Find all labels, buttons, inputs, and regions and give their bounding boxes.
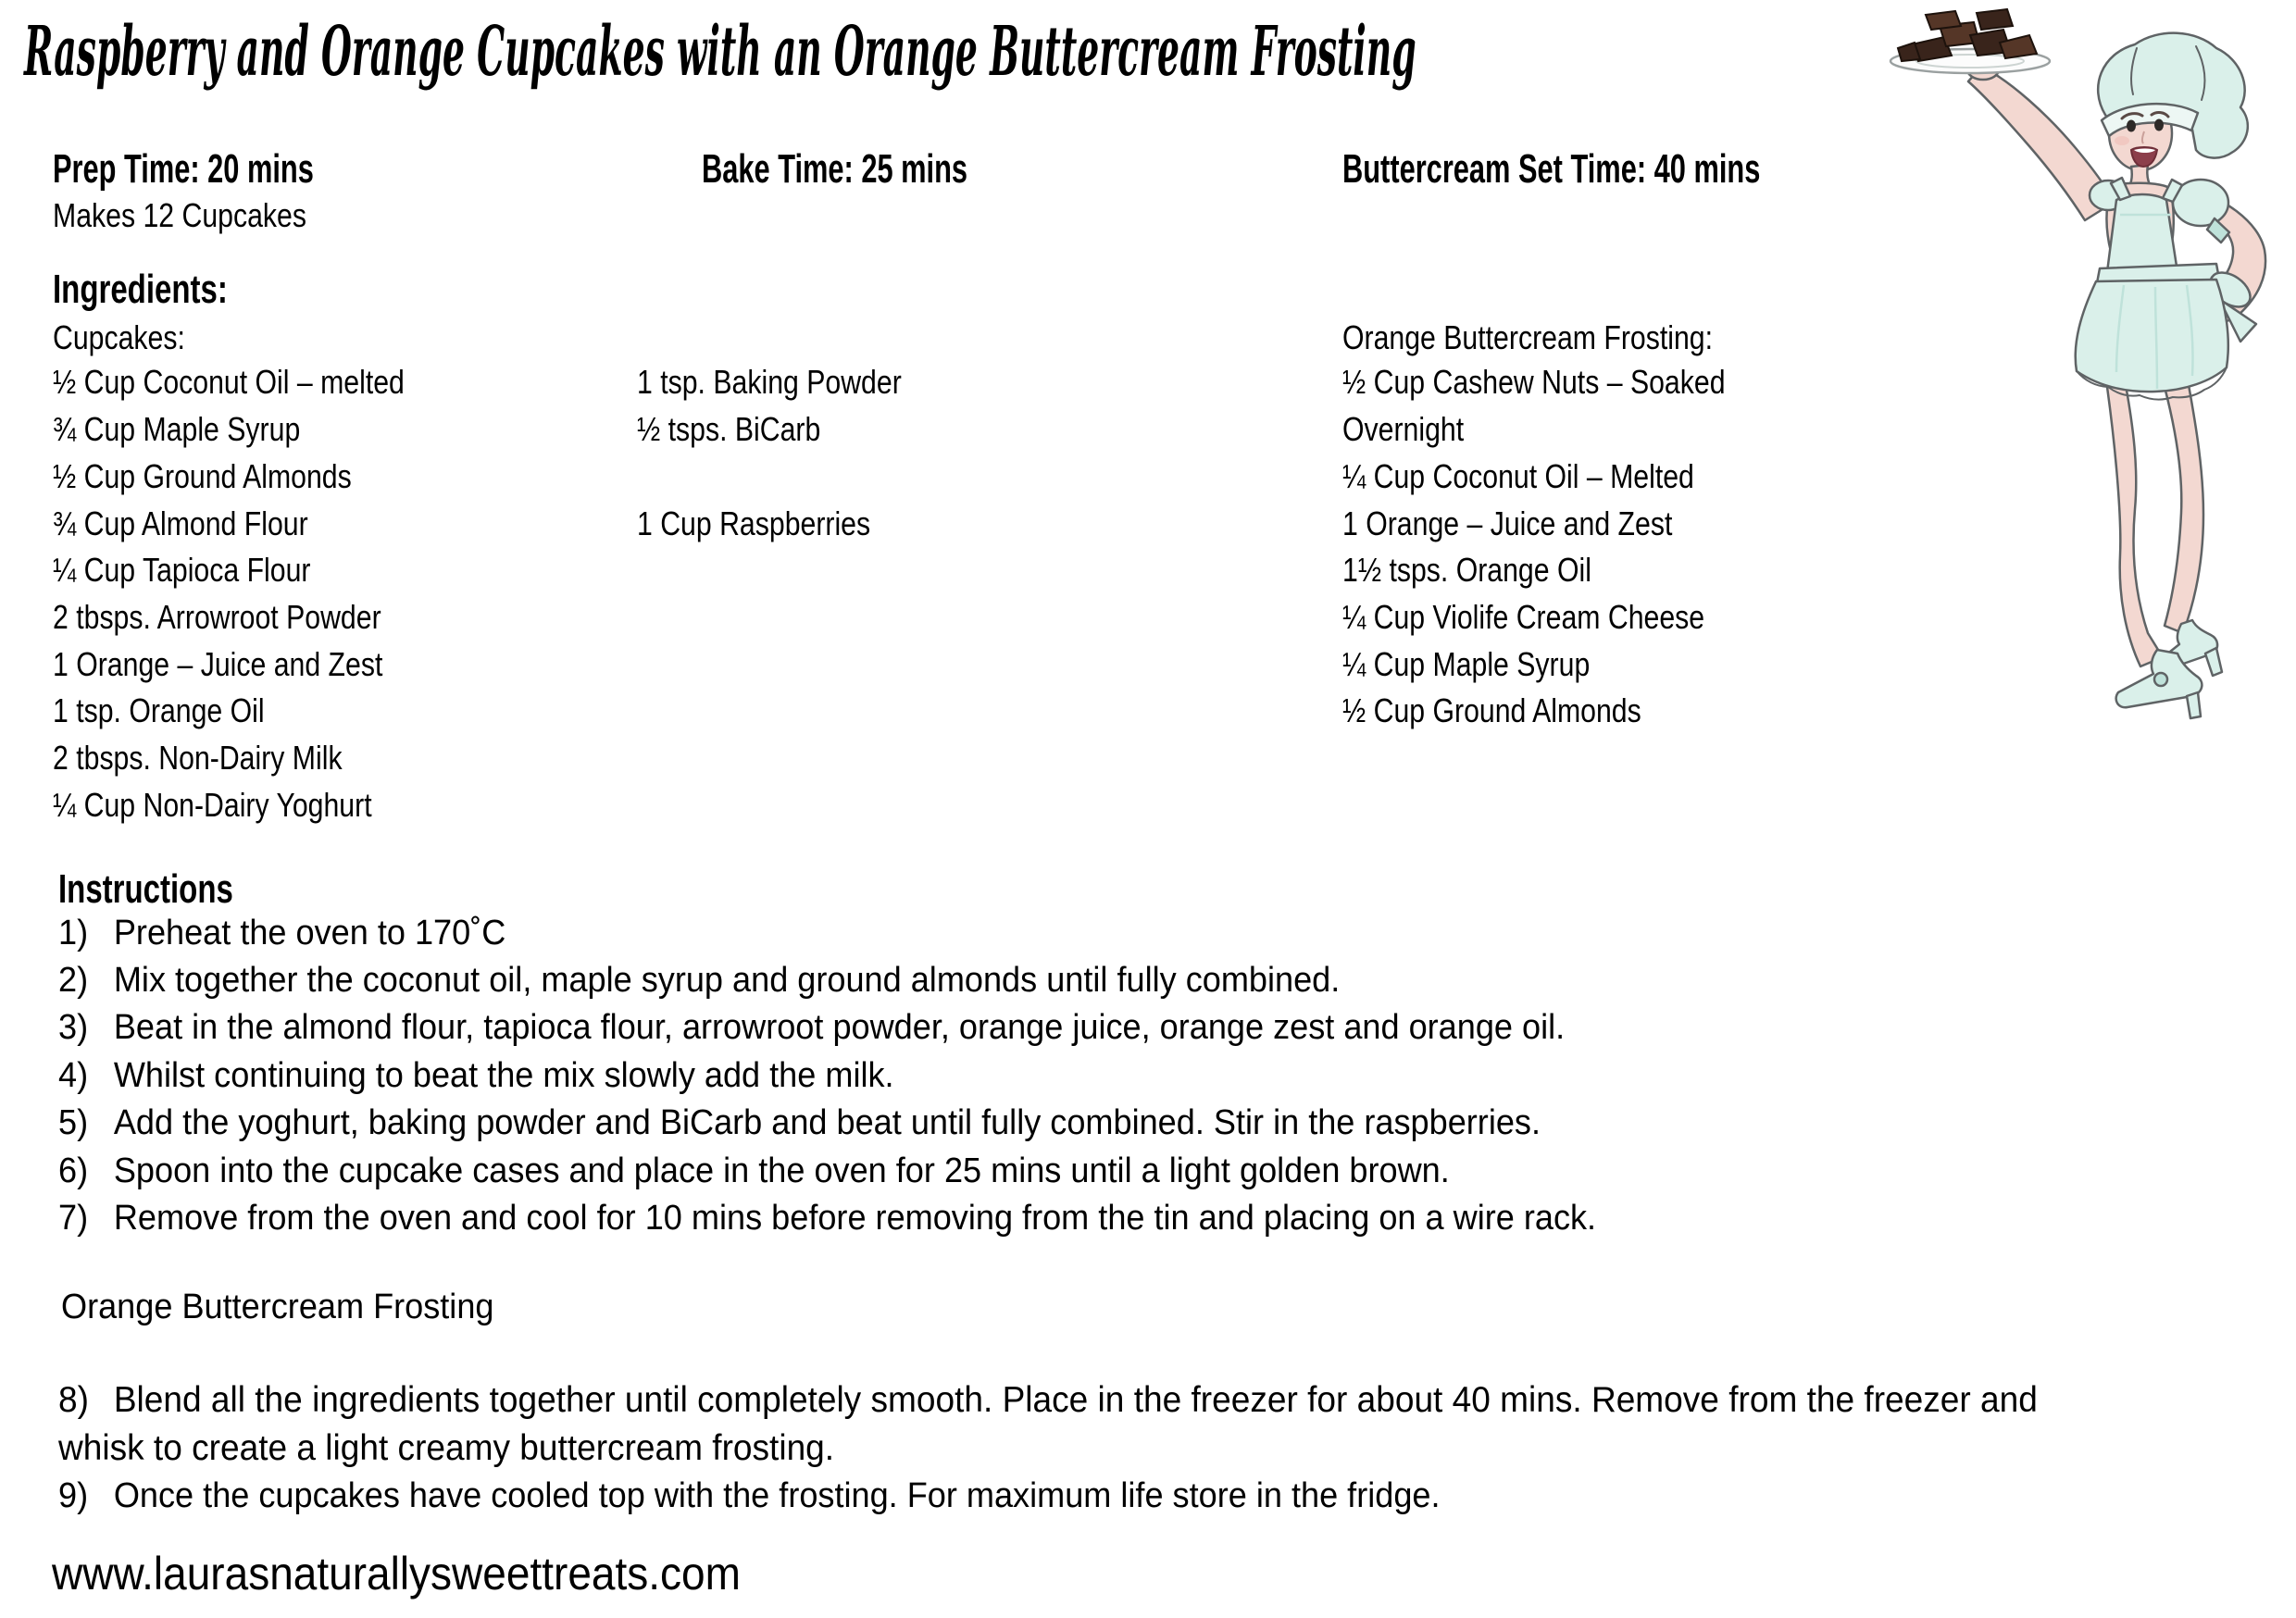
instruction-step-9 xyxy=(58,1476,1441,1517)
instruction-step-4 xyxy=(58,1056,894,1097)
instructions-heading: Instructions xyxy=(58,866,233,912)
ingredient-frosting-3: ¼ Cup Coconut Oil – Melted xyxy=(1342,457,1694,495)
instruction-step-8-continued: whisk to create a light creamy buttercream frosting. xyxy=(58,1428,835,1468)
instruction-step-1 xyxy=(58,914,505,954)
ingredients-heading: Ingredients: xyxy=(53,267,228,312)
cupcakes-label: Cupcakes: xyxy=(53,318,185,356)
step-text: Preheat the oven to 170˚C xyxy=(113,914,506,952)
ingredient-cupcakes-9: 2 tbsps. Non-Dairy Milk xyxy=(53,739,343,777)
step-number: 7) xyxy=(58,1199,89,1238)
ingredient-middle-2: ½ tsps. BiCarb xyxy=(637,410,821,448)
ingredient-frosting-8: ½ Cup Ground Almonds xyxy=(1342,691,1641,729)
website-url: www.laurasnaturallysweettreats.com xyxy=(52,1548,741,1599)
ingredient-cupcakes-4: ¾ Cup Almond Flour xyxy=(53,504,308,542)
frosting-subheading: Orange Buttercream Frosting xyxy=(61,1288,494,1326)
step-number: 8) xyxy=(58,1380,89,1420)
ingredient-frosting-7: ¼ Cup Maple Syrup xyxy=(1342,645,1591,683)
ingredient-frosting-1: ½ Cup Cashew Nuts – Soaked xyxy=(1342,363,1726,401)
ingredient-cupcakes-6: 2 tbsps. Arrowroot Powder xyxy=(53,598,381,636)
step-text: Add the yoghurt, baking powder and BiCarb and beat until fully combined. Stir in the raspberries. xyxy=(113,1103,1541,1142)
ingredient-cupcakes-5: ¼ Cup Tapioca Flour xyxy=(53,551,311,589)
instruction-step-5 xyxy=(58,1103,1541,1144)
ingredient-middle-3: 1 Cup Raspberries xyxy=(637,504,871,542)
ingredient-frosting-6: ¼ Cup Violife Cream Cheese xyxy=(1342,598,1705,636)
ingredient-cupcakes-2: ¾ Cup Maple Syrup xyxy=(53,410,301,448)
step-text: Once the cupcakes have cooled top with the frosting. For maximum life store in the fridge. xyxy=(113,1476,1441,1515)
step-number: 6) xyxy=(58,1151,89,1190)
frosting-label: Orange Buttercream Frosting: xyxy=(1342,318,1714,356)
ingredient-frosting-4: 1 Orange – Juice and Zest xyxy=(1342,504,1673,542)
yield: Makes 12 Cupcakes xyxy=(53,196,306,234)
bake-time: Bake Time: 25 mins xyxy=(702,146,968,192)
ingredient-cupcakes-3: ½ Cup Ground Almonds xyxy=(53,457,352,495)
ingredient-cupcakes-10: ¼ Cup Non-Dairy Yoghurt xyxy=(53,786,372,824)
step-number: 4) xyxy=(58,1056,89,1095)
ingredient-middle-1: 1 tsp. Baking Powder xyxy=(637,363,902,401)
step-text: Blend all the ingredients together until completely smooth. Place in the freezer for about 40 mins. Remove from the freezer and xyxy=(113,1380,2038,1420)
step-number: 9) xyxy=(58,1476,89,1515)
ingredient-frosting-5: 1½ tsps. Orange Oil xyxy=(1342,551,1591,589)
step-number: 2) xyxy=(58,961,89,1000)
ingredient-cupcakes-8: 1 tsp. Orange Oil xyxy=(53,691,265,729)
prep-time: Prep Time: 20 mins xyxy=(53,146,314,192)
step-text: Spoon into the cupcake cases and place in the oven for 25 mins until a light golden brown. xyxy=(113,1151,1450,1190)
instruction-step-8 xyxy=(58,1380,2038,1422)
baker-figure xyxy=(1890,9,2265,718)
instruction-step-7 xyxy=(58,1199,1596,1239)
ingredient-frosting-2: Overnight xyxy=(1342,410,1465,448)
step-number: 3) xyxy=(58,1008,89,1047)
ingredient-cupcakes-7: 1 Orange – Juice and Zest xyxy=(53,645,383,683)
instruction-step-3 xyxy=(58,1008,1565,1049)
step-text: Remove from the oven and cool for 10 mins before removing from the tin and placing on a wire rack. xyxy=(113,1199,1597,1238)
step-number: 5) xyxy=(58,1103,89,1142)
step-text: Mix together the coconut oil, maple syrup and ground almonds until fully combined. xyxy=(113,961,1341,1000)
step-text: Whilst continuing to beat the mix slowly add the milk. xyxy=(113,1056,894,1095)
page-title: Raspberry and Orange Cupcakes with an Orange Buttercream Frosting xyxy=(24,12,1416,92)
brownies-plate xyxy=(1890,9,2050,73)
ingredient-cupcakes-1: ½ Cup Coconut Oil – melted xyxy=(53,363,405,401)
step-number: 1) xyxy=(58,914,89,952)
instruction-step-6 xyxy=(58,1151,1450,1192)
buttercream-set-time: Buttercream Set Time: 40 mins xyxy=(1342,146,1761,192)
step-text: Beat in the almond flour, tapioca flour, arrowroot powder, orange juice, orange zest and orange oil. xyxy=(113,1008,1566,1047)
instruction-step-2 xyxy=(58,961,1340,1002)
baker-illustration xyxy=(1889,7,2296,731)
